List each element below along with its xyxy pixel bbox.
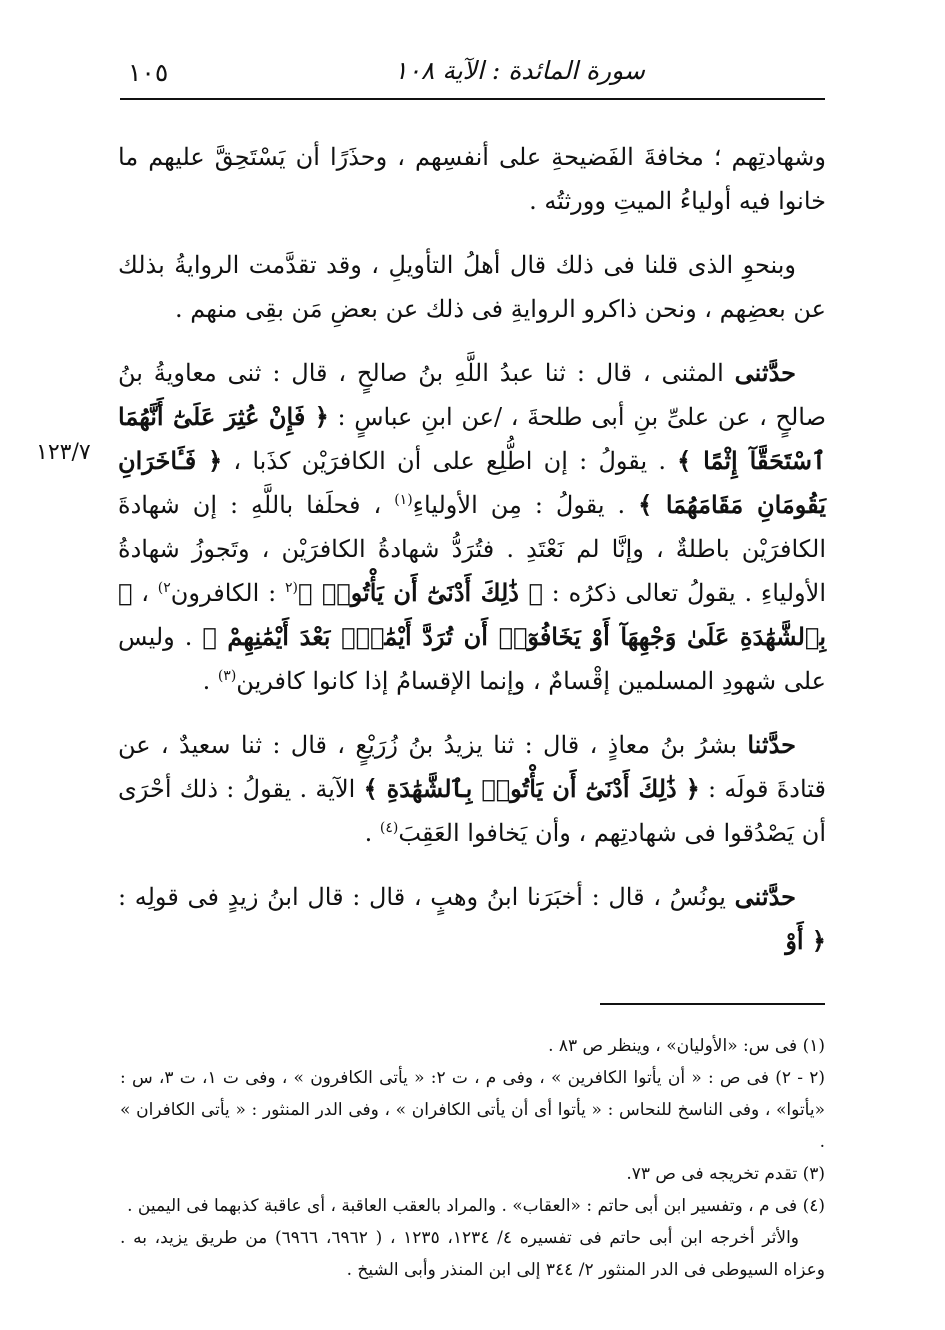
paragraph-text: .	[202, 667, 218, 695]
paragraph-text: يونُسُ ، قال : أخبَرَنا ابنُ وهبٍ ، قال : قال ابنُ زيدٍ فى قولِه :	[118, 883, 735, 911]
footnote-ref: (٢	[284, 580, 298, 596]
paragraph-text: وشهادتِهم ؛ مخافةَ الفَضيحةِ على أنفسِهم ، وحذَرًا أن يَسْتَحِقَّ عليهم ما خانوا فيه أولياءُ الميتِ وورثتُه .	[118, 143, 826, 215]
footnote-ref: (١)	[394, 492, 413, 508]
paragraph	[118, 243, 826, 331]
paragraph-text: ، فحلَفا باللَّهِ : إن شهادةَ الكافرَيْن باطلةٌ ، وإنَّا لم نَعْتَدِ . فتُرَدُّ شهادةُ الكافرَيْن ، وتَجوزُ شهادةُ الأولياءِ . يقولُ تعالى ذكرُه :	[118, 491, 827, 607]
footnote-ref: (٣)	[217, 668, 237, 684]
quran-quote: ﴿ بِٱلشَّهَٰدَةِ عَلَىٰ وَجْهِهَآ أَوْ يَخَافُوٓا۟ أَن تُرَدَّ أَيْمَٰنٌۢ بَعْدَ أَيْمَٰنِهِمْ ﴾	[118, 578, 826, 651]
isnad-lead: حدَّثنا	[747, 730, 796, 759]
footnote: (٤) فى م ، وتفسير ابن أبى حاتم : «العقاب» . والمراد بالعقب العاقبة ، أى عاقبة كذبهما فى اليمين .	[127, 1196, 825, 1216]
footnote-rule	[600, 1003, 825, 1005]
footnote-ref: (٤)	[379, 820, 399, 836]
paragraph	[118, 723, 826, 855]
quran-quote: ﴿ ذَٰلِكَ أَدْنَىٰٓ أَن يَأْتُوا۟ ﴾	[297, 578, 543, 607]
main-text	[118, 135, 826, 983]
quran-quote: ﴿ أَوْ	[785, 926, 826, 955]
isnad-lead: حدَّثنى	[734, 358, 796, 387]
paragraph	[118, 135, 826, 223]
quran-quote: ﴿ فَإِنْ عُثِرَ عَلَىٰٓ أَنَّهُمَا ٱسْتَحَقَّآ إِثْمًا ﴾	[118, 402, 826, 475]
footnote-continuation: والأثر أخرجه ابن أبى حاتم فى تفسيره ٤/ ١٢٣٤، ١٢٣٥ ، ( ٦٩٦٢، ٦٩٦٦) من طريق يزيد، به . وعزاه السيوطى فى الدر المنثور ٢/ ٣٤٤ إلى ابن المنذر وأبى الشيخ .	[120, 1228, 825, 1280]
quran-quote: ﴿ فَـَٔاخَرَانِ يَقُومَانِ مَقَامَهُمَا ﴾	[118, 446, 826, 519]
paragraph-text: . يقولُ : إن اطُّلِع على أن الكافرَيْن كذَبا ،	[222, 447, 678, 475]
paragraph-text: ،	[132, 579, 158, 607]
quran-quote: ﴿ ذَٰلِكَ أَدْنَىٰٓ أَن يَأْتُوا۟ بِٱلشَّهَٰدَةِ ﴾	[363, 774, 700, 803]
page-number: ١٠٥	[128, 58, 169, 87]
paragraph-text: بشرُ بنُ معاذٍ ، قال : ثنا يزيدُ بنُ زُرَيْعٍ ، قال : ثنا سعيدٌ ، عن قتادةَ قولَه :	[118, 731, 827, 803]
footnote: (٣) تقدم تخريجه فى ص ٧٣.	[626, 1164, 825, 1184]
paragraph-text: وبنحوِ الذى قلنا فى ذلك قال أهلُ التأويلِ ، وقد تقدَّمت الروايةُ بذلك عن بعضِهم ، ونحن ذاكرو الروايةِ فى ذلك عن بعضِ مَن بقِى منهم .	[118, 251, 826, 323]
page-header	[120, 48, 825, 98]
isnad-lead: حدَّثنى	[734, 882, 796, 911]
paragraph-text: . وليس على شهودِ المسلمين إقْسامٌ ، وإنما الإقسامُ إذا كانوا كافرين	[118, 623, 826, 695]
paragraph-text: المثنى ، قال : ثنا عبدُ اللَّهِ بنُ صالحٍ ، قال : ثنى معاويةُ بنُ صالحٍ ، عن علىِّ بنِ أبى طلحةَ ، /عن ابنِ عباسٍ :	[118, 359, 826, 431]
footnote: (١) فى س: «الأوليان» ، وينظر ص ٨٣ .	[548, 1036, 825, 1056]
paragraph-text: : الكافرون	[170, 579, 285, 607]
header-rule	[120, 98, 825, 100]
footnote: (٢ - ٢) فى ص : « أن يأتوا الكافرين » ، وفى م ، ت ٢: « يأتى الكافرون » ، وفى ت ١، ت ٣، س : «يأتوا» ، وفى الناسخ للنحاس : « يأتوا أى أن يأتى الكافران » ، وفى الدر المنثور : « يأتى الكافران » .	[120, 1068, 825, 1152]
paragraph-text: .	[364, 819, 380, 847]
paragraph-text: . يقولُ : مِن الأولياءِ	[412, 491, 639, 519]
paragraph	[118, 875, 826, 963]
footnotes	[120, 1030, 825, 1286]
margin-reference: ١٢٣/٧	[36, 440, 91, 465]
running-title: سورة المائدة : الآية ١٠٨	[394, 56, 645, 85]
paragraph	[118, 351, 826, 703]
paragraph-text: الآية . يقولُ : ذلك أحْرَى أن يَصْدُقوا فى شهادتِهم ، وأن يَخافوا العَقِبَ	[118, 775, 826, 847]
footnote-ref: ٢)	[157, 580, 171, 596]
